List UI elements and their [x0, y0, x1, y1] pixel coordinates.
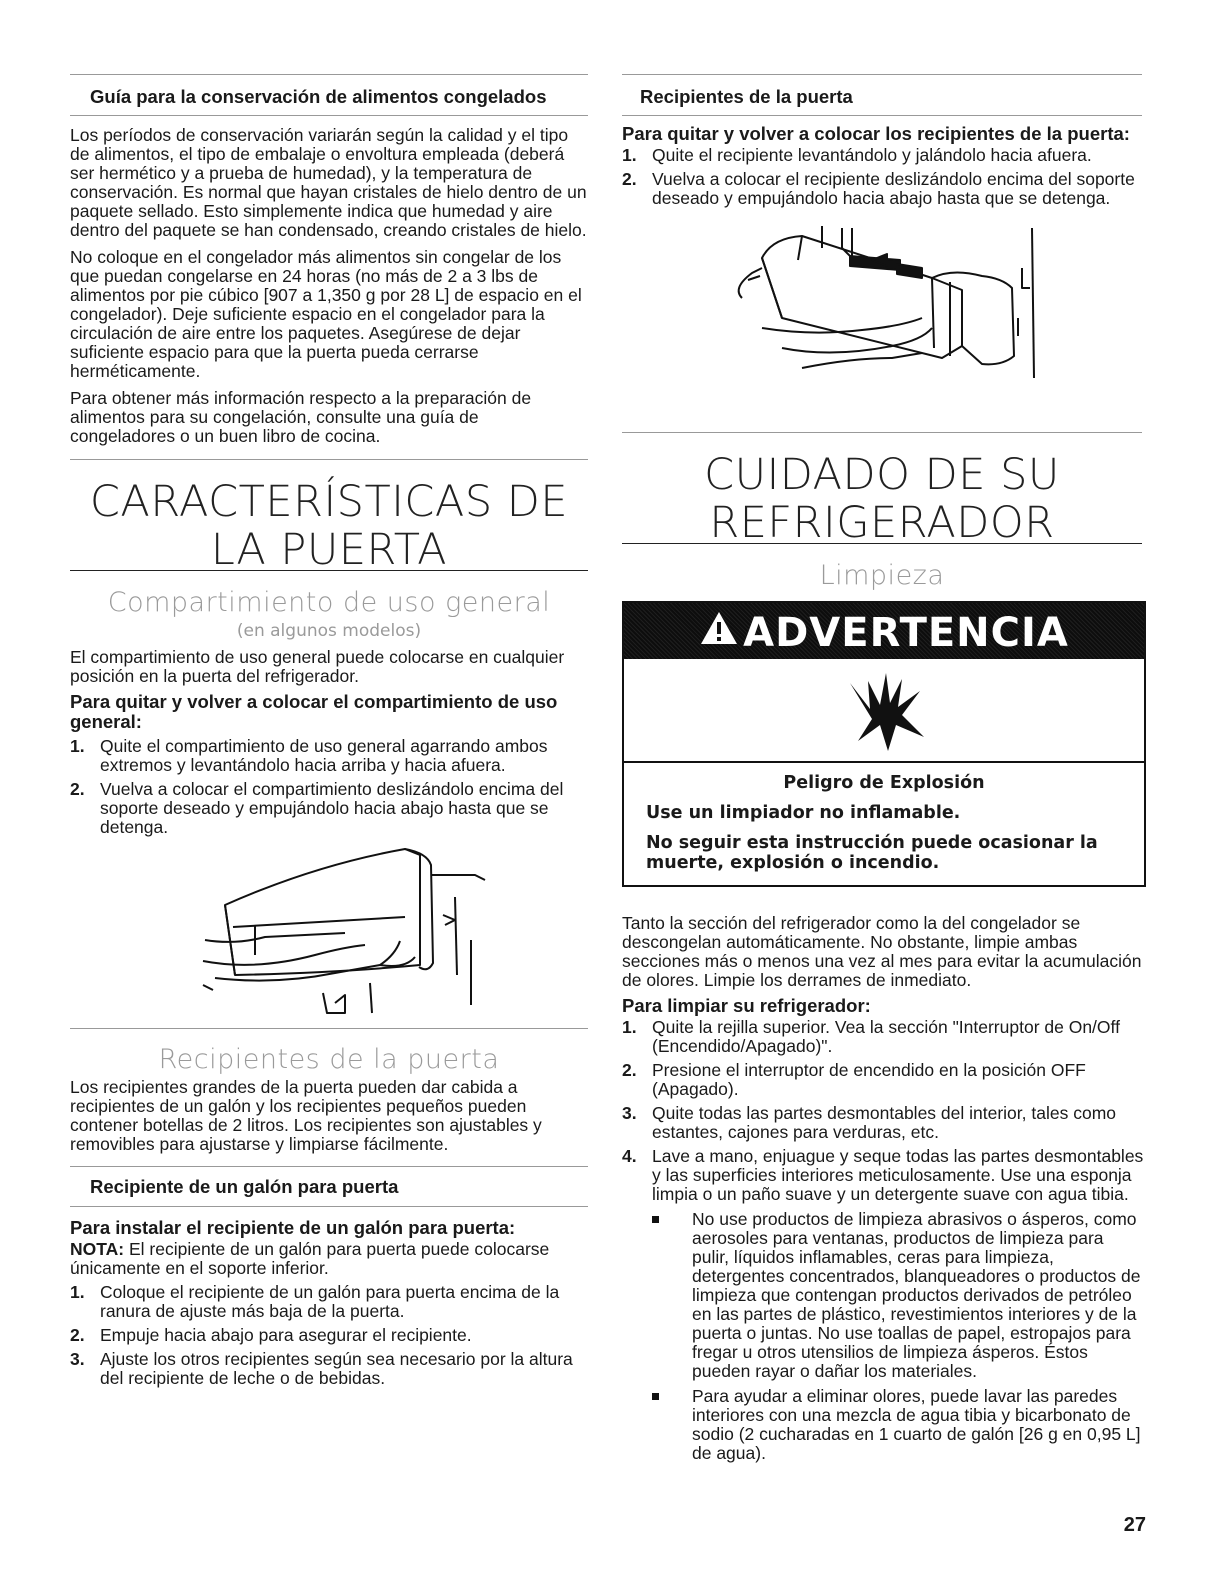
bullet-icon	[652, 1393, 659, 1400]
step-text: Coloque el recipiente de un galón para puerta encima de la ranura de ajuste más baja de la puerta.	[100, 1282, 560, 1321]
list-item	[652, 1387, 1144, 1463]
utility-intro: El compartimiento de uso general puede colocarse en cualquier posición en la puerta del refrigerador.	[70, 647, 565, 686]
divider	[70, 1206, 588, 1207]
gallon-bin-heading: Recipiente de un galón para puerta	[90, 1176, 399, 1197]
utility-subheading: (en algunos modelos)	[236, 621, 422, 641]
step-text: Quite todas las partes desmontables del interior, tales como estantes, cajones para verduras, etc.	[652, 1103, 1116, 1142]
list-item	[622, 170, 1142, 208]
step-number: 3.	[622, 1103, 637, 1123]
guide-heading: Guía para la conservación de alimentos congelados	[90, 86, 547, 107]
list-item	[622, 1147, 1144, 1463]
divider	[70, 570, 588, 571]
bullet-text: No use productos de limpieza abrasivos o ásperos, como aerosoles para ventanas, productos de limpieza para pulir, líquidos inflamables, ceras para limpieza, detergentes concentrados, blanqueadores o productos de limpieza que contengan productos derivados de petróleo en las partes de plástico, revestimientos interiores y de la puerta o juntas. No use toallas de papel, estropajos para fregar u otros utensilios de limpieza ásperos. Éstos pueden rayar o dañar los materiales.	[692, 1209, 1141, 1381]
bins-steps	[622, 146, 1142, 208]
utility-section	[70, 648, 588, 837]
title-line: LA PUERTA	[210, 525, 448, 575]
warning-consequence: No seguir esta instrucción puede ocasionar la muerte, explosión o incendio.	[646, 833, 1098, 873]
step-number: 1.	[622, 1017, 637, 1037]
title-line: REFRIGERADOR	[709, 498, 1055, 548]
list-item	[70, 1283, 588, 1321]
guide-paragraph: Para obtener más información respecto a la preparación de alimentos para su congelación, consulte una guía de congeladores o un buen libro de cocina.	[70, 388, 532, 446]
divider	[622, 543, 1142, 544]
step-number: 1.	[622, 145, 637, 165]
warning-hazard: Peligro de Explosión	[783, 773, 985, 793]
step-number: 4.	[622, 1146, 637, 1166]
step-text: Vuelva a colocar el recipiente deslizándolo encima del soporte deseado y empujándolo hacia abajo hasta que se detenga.	[652, 169, 1135, 208]
list-item	[70, 1350, 588, 1388]
gallon-section	[70, 1218, 588, 1388]
utility-compartment-heading: Compartimiento de uso general	[107, 587, 551, 618]
list-item	[622, 1061, 1144, 1099]
step-text: Lave a mano, enjuague y seque todas las partes desmontables y las superficies interiores meticulosamente. Use una esponja limpia o un paño suave y un detergente suave con agua tibia.	[652, 1146, 1144, 1204]
step-number: 2.	[70, 779, 85, 799]
step-text: Empuje hacia abajo para asegurar el recipiente.	[100, 1325, 472, 1345]
divider	[622, 115, 1142, 116]
divider	[70, 1028, 588, 1029]
bullet-icon	[652, 1216, 659, 1223]
title-line: CARACTERÍSTICAS DE	[89, 477, 569, 527]
step-number: 3.	[70, 1349, 85, 1369]
care-title	[622, 451, 1142, 547]
list-item	[70, 780, 588, 837]
divider	[70, 1166, 588, 1167]
cleaning-heading: Limpieza	[819, 560, 945, 591]
door-bins-intro: Los recipientes grandes de la puerta pueden dar cabida a recipientes de un galón y los recipientes pequeños pueden contener botellas de 2 litros. Los recipientes son ajustables y removibles para ajustarse y limpiarse fácilmente.	[70, 1077, 542, 1154]
bullet-text: Para ayudar a eliminar olores, puede lavar las paredes interiores con una mezcla de agua tibia y bicarbonato de sodio (2 cucharadas en 1 cuarto de galón [26 g en 0,95 L] de agua).	[692, 1386, 1141, 1463]
note-text: El recipiente de un galón para puerta puede colocarse únicamente en el soporte inferior.	[70, 1239, 550, 1278]
divider	[70, 74, 588, 75]
step-text: Ajuste los otros recipientes según sea necesario por la altura del recipiente de leche o de bebidas.	[100, 1349, 573, 1388]
list-item	[652, 1210, 1144, 1381]
cleaning-steps	[622, 1018, 1144, 1463]
step-text: Quite el recipiente levantándolo y jalándolo hacia afuera.	[652, 145, 1092, 165]
divider	[70, 459, 588, 460]
bins-steps-heading: Para quitar y volver a colocar los recipientes de la puerta:	[622, 123, 1130, 144]
guide-paragraph: No coloque en el congelador más alimentos sin congelar de los que puedan congelarse en 24 horas (no más de 2 a 3 lbs de alimentos por pie cúbico [907 a 1,350 g por 28 L] de espacio en el congelador). Deje suficiente espacio en el congelador para la circulación de aire entre los paquetes. Asegúrese de dejar suficiente espacio para que la puerta pueda cerrarse herméticamente.	[70, 247, 582, 381]
list-item	[70, 1326, 588, 1345]
cleaning-intro: Tanto la sección del refrigerador como la del congelador se descongelan automáticamente. No obstante, limpie ambas secciones más o menos una vez al mes para evitar la acumulación de olores. Limpie los derrames de inmediato.	[622, 913, 1142, 990]
divider	[622, 74, 1142, 75]
explosion-icon	[846, 671, 926, 753]
cleaning-steps-heading: Para limpiar su refrigerador:	[622, 995, 871, 1016]
warning-text	[624, 763, 1144, 885]
warning-box	[622, 601, 1146, 887]
note-label: NOTA:	[70, 1239, 125, 1259]
warning-instruction: Use un limpiador no inflamable.	[646, 803, 961, 823]
utility-steps-heading: Para quitar y volver a colocar el compartimiento de uso general:	[70, 691, 558, 732]
step-number: 1.	[70, 1282, 85, 1302]
page-number: 27	[1123, 1514, 1146, 1536]
divider	[622, 432, 1142, 433]
step-number: 2.	[70, 1325, 85, 1345]
gallon-steps	[70, 1283, 588, 1388]
utility-compartment-illustration	[195, 845, 515, 1015]
step-text: Quite el compartimiento de uso general agarrando ambos extremos y levantándolo hacia arriba y hacia afuera.	[100, 736, 548, 775]
list-item	[622, 146, 1142, 165]
bins-section	[622, 124, 1142, 208]
step-text: Presione el interruptor de encendido en la posición OFF (Apagado).	[652, 1060, 1086, 1099]
door-bins-subheading: Recipientes de la puerta	[640, 86, 853, 107]
title-line: CUIDADO DE SU	[704, 450, 1060, 500]
list-item	[70, 737, 588, 775]
utility-steps	[70, 737, 588, 837]
list-item	[622, 1018, 1144, 1056]
warning-banner	[624, 603, 1144, 659]
step-text: Vuelva a colocar el compartimiento deslizándolo encima del soporte deseado y empujándolo hacia abajo hasta que se detenga.	[100, 779, 564, 837]
step-text: Quite la rejilla superior. Vea la sección "Interruptor de On/Off (Encendido/Apagado)".	[652, 1017, 1120, 1056]
warning-triangle-icon	[699, 605, 739, 661]
gallon-steps-heading: Para instalar el recipiente de un galón para puerta:	[70, 1217, 516, 1238]
warning-icon-area	[624, 659, 1144, 763]
step-number: 2.	[622, 169, 637, 189]
guide-text	[70, 126, 588, 446]
cleaning-bullets	[652, 1210, 1144, 1463]
door-features-title	[70, 478, 588, 574]
gallon-note	[70, 1240, 588, 1278]
step-number: 1.	[70, 736, 85, 756]
door-bin-illustration	[722, 218, 1042, 388]
door-bins-heading: Recipientes de la puerta	[158, 1044, 500, 1075]
list-item	[622, 1104, 1144, 1142]
warning-label: ADVERTENCIA	[743, 610, 1069, 656]
divider	[70, 115, 588, 116]
cleaning-section	[622, 914, 1144, 1463]
step-number: 2.	[622, 1060, 637, 1080]
guide-paragraph: Los períodos de conservación variarán según la calidad y el tipo de alimentos, el tipo de embalaje o envoltura empleada (deberá ser hermético y a prueba de humedad), y la temperatura de conservación. Es normal que hayan cristales de hielo dentro de un paquete sellado. Esto simplemente indica que humedad y aire dentro del paquete se han condensado, creando cristales de hielo.	[70, 125, 587, 240]
